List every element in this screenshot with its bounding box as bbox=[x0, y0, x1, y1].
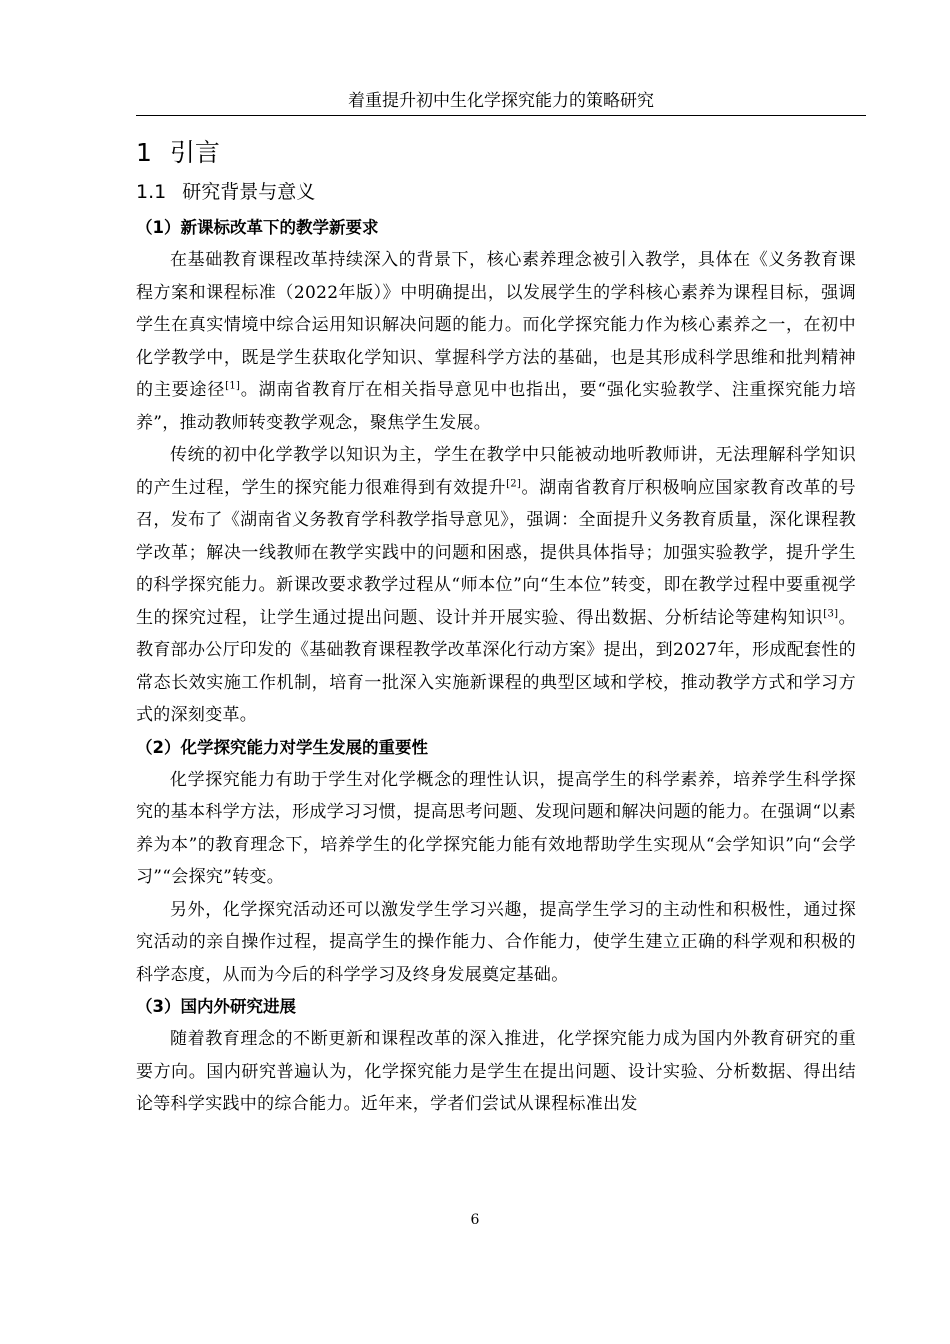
paragraph-text: 另外，化学探究活动还可以激发学生学习兴趣，提高学生学习的主动性和积极性，通过探究活动的亲自操作过程，提高学生的操作能力、合作能力，使学生建立正确的科学观和积极的科学态度，从而为今后的科学学习及终身发展奠定基础。 bbox=[136, 899, 856, 985]
paragraph-text: 化学探究能力有助于学生对化学概念的理性认识，提高学生的科学素养，培养学生科学探究的基本科学方法，形成学习习惯，提高思考问题、发现问题和解决问题的能力。在强调“以素养为本”的教育理念下，培养学生的化学探究能力能有效地帮助学生实现从“会学知识”向“会学习”“会探究”转变。 bbox=[136, 769, 856, 887]
paragraph-text: 在基础教育课程改革持续深入的背景下，核心素养理念被引入教学，具体在《义务教育课程方案和课程标准（2022年版）》中明确提出，以发展学生的学科核心素养为课程目标，强调学生在真实情境中综合运用知识解决问题的能力。而化学探究能力作为核心素养之一，在初中化学教学中，既是学生获取化学知识、掌握科学方法的基础，也是其形成科学思维和批判精神的主要途径 bbox=[136, 250, 856, 400]
citation-ref: [1] bbox=[225, 380, 241, 392]
subsection-heading: （2）化学探究能力对学生发展的重要性 bbox=[136, 737, 428, 757]
page-number: 6 bbox=[470, 1212, 480, 1228]
paragraph-text: 。湖南省教育厅在相关指导意见中也指出，要“强化实验教学、注重探究能力培养”，推动教师转变教学观念，聚焦学生发展。 bbox=[136, 380, 856, 433]
paragraph bbox=[136, 1023, 856, 1121]
document-body bbox=[136, 136, 856, 1121]
subsection-heading: （3）国内外研究进展 bbox=[136, 997, 296, 1016]
paragraph bbox=[136, 764, 856, 894]
paragraph-text: 。教育部办公厅印发的《基础教育课程教学改革深化行动方案》提出，到2027年，形成配套性的常态长效实施工作机制，培育一批深入实施新课程的典型区域和学校，推动教学方式和学习方式的深刻变革。 bbox=[136, 607, 856, 725]
paragraph bbox=[136, 894, 856, 992]
subsections bbox=[136, 212, 856, 1121]
paragraph-text: 传统的初中化学教学以知识为主，学生在教学中只能被动地听教师讲，无法理解科学知识的产生过程，学生的探究能力很难得到有效提升 bbox=[136, 445, 856, 498]
subsection-heading: （1）新课标改革下的教学新要求 bbox=[136, 218, 379, 237]
section-title: 研究背景与意义 bbox=[182, 181, 316, 203]
chapter-number: 1 bbox=[136, 138, 152, 167]
page-header: 着重提升初中生化学探究能力的策略研究 bbox=[136, 90, 866, 116]
paragraph-text: 。湖南省教育厅积极响应国家教育改革的号召，发布了《湖南省义务教育学科教学指导意见》，强调：全面提升义务教育质量，深化课程教学改革；解决一线教师在教学实践中的问题和困惑，提供具体指导；加强实验教学，提升学生的科学探究能力。新课改要求教学过程从“师本位”向“生本位”转变，即在教学过程中要重视学生的探究过程，让学生通过提出问题、设计并开展实验、得出数据、分析结论等建构知识 bbox=[136, 477, 856, 628]
section-number: 1.1 bbox=[136, 181, 167, 203]
chapter-heading bbox=[136, 136, 856, 170]
paragraph bbox=[136, 439, 856, 732]
paragraph-text: 随着教育理念的不断更新和课程改革的深入推进，化学探究能力成为国内外教育研究的重要方向。国内研究普遍认为，化学探究能力是学生在提出问题、设计实验、分析数据、得出结论等科学实践中的综合能力。近年来，学者们尝试从课程标准出发 bbox=[136, 1029, 856, 1114]
citation-ref: [2] bbox=[506, 477, 522, 489]
citation-ref: [3] bbox=[823, 607, 839, 619]
paragraph bbox=[136, 244, 856, 439]
section-heading bbox=[136, 178, 856, 206]
chapter-title: 引言 bbox=[169, 138, 220, 167]
